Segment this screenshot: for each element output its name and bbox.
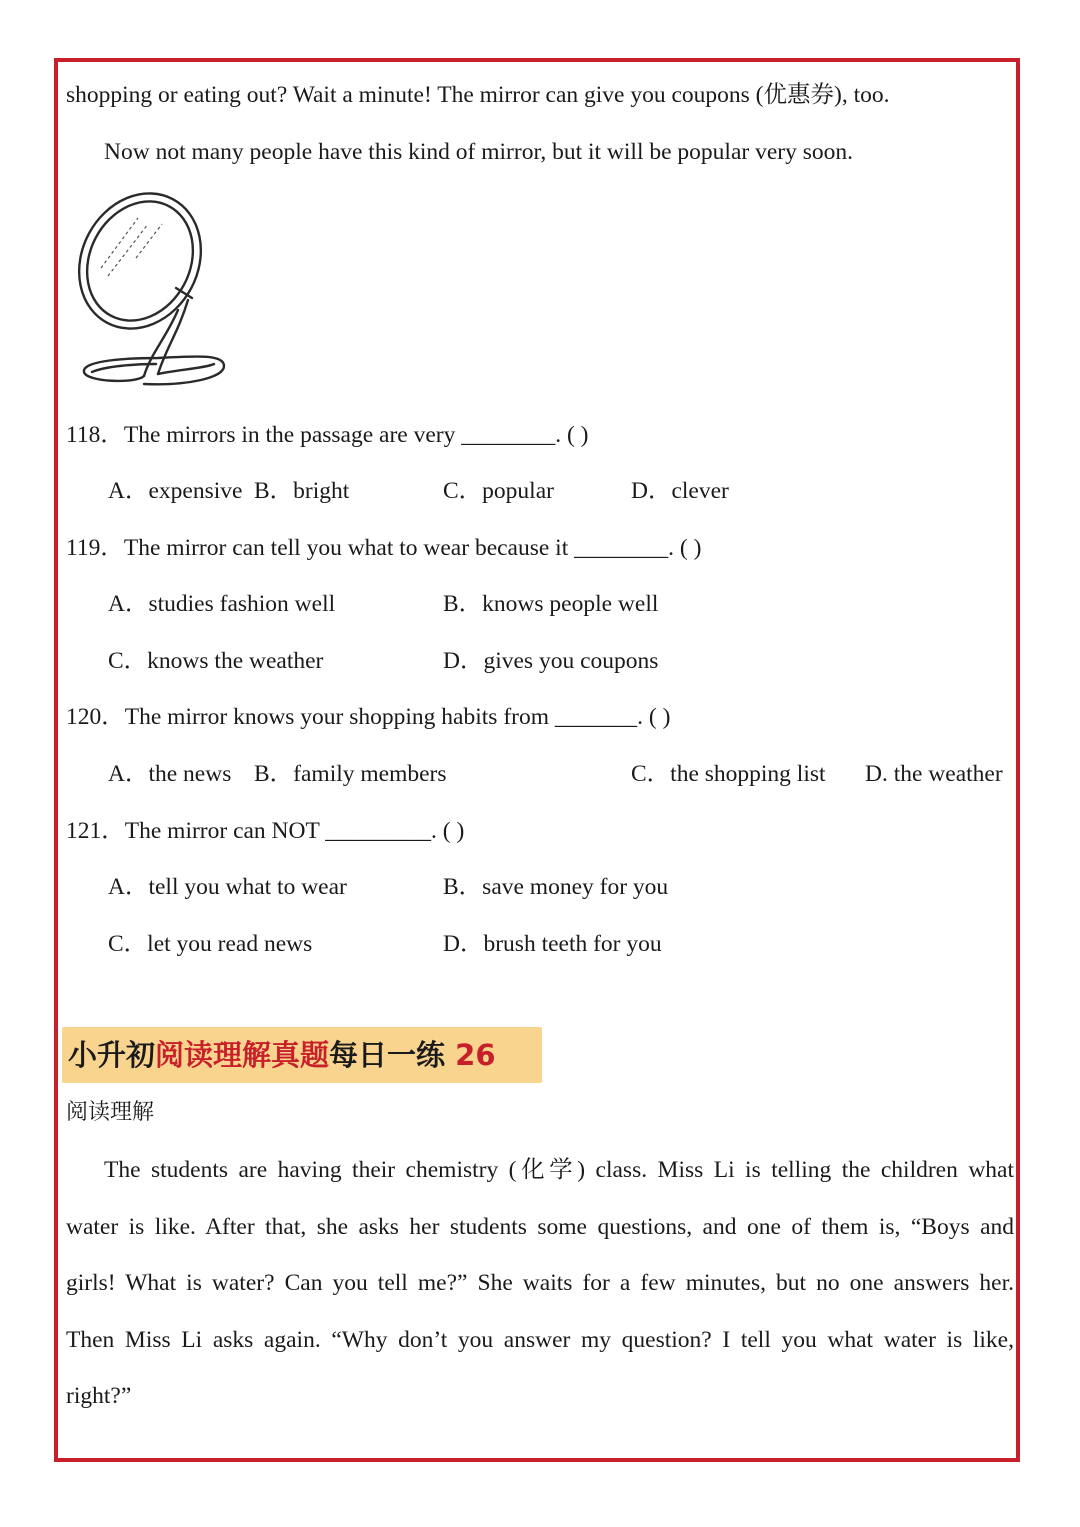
option-121-d[interactable]: D．brush teeth for you: [443, 931, 662, 957]
option-119-d[interactable]: D．gives you coupons: [443, 648, 659, 674]
heading-number: 26: [455, 1038, 496, 1072]
option-118-b[interactable]: B．bright: [254, 478, 350, 504]
option-118-a[interactable]: A．expensive: [108, 478, 243, 504]
option-120-d[interactable]: D. the weather: [865, 761, 1003, 787]
mirror-icon: [66, 188, 231, 398]
paragraph-line-5: right?”: [66, 1383, 132, 1409]
question-118: 118．The mirrors in the passage are very ________. ( ): [66, 422, 589, 448]
question-121: 121．The mirror can NOT _________. ( ): [66, 818, 465, 844]
question-120: 120．The mirror knows your shopping habits from _______. ( ): [66, 704, 671, 730]
option-120-a[interactable]: A．the news: [108, 761, 232, 787]
option-119-a[interactable]: A．studies fashion well: [108, 591, 336, 617]
paragraph-line-3: girls! What is water? Can you tell me?” She waits for a few minutes, but no one answers her.: [66, 1270, 1014, 1296]
paragraph-line-4: Then Miss Li asks again. “Why don’t you answer my question? I tell you what water is like,: [66, 1327, 1014, 1353]
section-label: 阅读理解: [66, 1100, 155, 1125]
section-heading: [68, 1036, 496, 1074]
option-120-c[interactable]: C．the shopping list: [631, 761, 826, 787]
option-120-b[interactable]: B．family members: [254, 761, 447, 787]
option-118-c[interactable]: C．popular: [443, 478, 554, 504]
passage-line-2: Now not many people have this kind of mirror, but it will be popular very soon.: [104, 139, 853, 165]
paragraph-line-1: The students are having their chemistry (化学) class. Miss Li is telling the children what: [104, 1157, 1014, 1183]
heading-part-3: 每日一练: [329, 1038, 456, 1072]
heading-part-2: 阅读理解真题: [155, 1038, 330, 1072]
heading-part-1: 小升初: [68, 1038, 156, 1072]
passage-line-1: shopping or eating out? Wait a minute! The mirror can give you coupons (优惠券), too.: [66, 82, 890, 108]
option-121-a[interactable]: A．tell you what to wear: [108, 874, 347, 900]
question-119: 119．The mirror can tell you what to wear because it ________. ( ): [66, 535, 702, 561]
option-121-b[interactable]: B．save money for you: [443, 874, 669, 900]
option-119-b[interactable]: B．knows people well: [443, 591, 659, 617]
option-119-c[interactable]: C．knows the weather: [108, 648, 324, 674]
paragraph-line-2: water is like. After that, she asks her students some questions, and one of them is, “Boys and: [66, 1214, 1014, 1240]
option-118-d[interactable]: D．clever: [631, 478, 729, 504]
option-121-c[interactable]: C．let you read news: [108, 931, 313, 957]
